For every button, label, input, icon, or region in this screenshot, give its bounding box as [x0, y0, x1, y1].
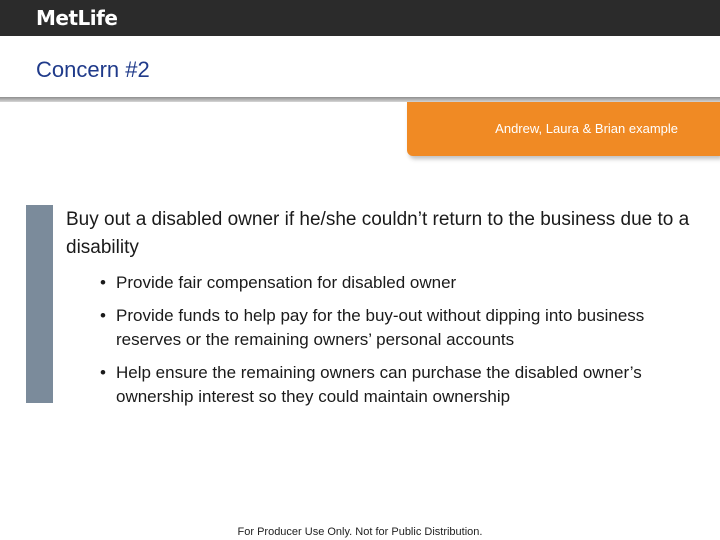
- list-item: [66, 361, 706, 409]
- bullet-text: Provide fair compensation for disabled owner: [116, 273, 457, 292]
- bullet-icon: •: [100, 273, 106, 292]
- bullet-icon: •: [100, 306, 106, 325]
- header-bar: [0, 0, 720, 36]
- main-point: Buy out a disabled owner if he/she couldn’t return to the business due to a disability: [66, 209, 690, 258]
- example-tab-label: Andrew, Laura & Brian example: [495, 121, 678, 136]
- list-item: [66, 271, 706, 295]
- bullet-list: [66, 271, 706, 409]
- example-tab: [407, 102, 720, 156]
- bullet-icon: •: [100, 363, 106, 382]
- bullet-text: Provide funds to help pay for the buy-out without dipping into business reserves or the remaining owners’ personal accounts: [116, 306, 645, 349]
- list-item: [66, 304, 706, 352]
- slide-content: [66, 206, 706, 418]
- accent-bar: [26, 205, 53, 403]
- bullet-text: Help ensure the remaining owners can purchase the disabled owner’s ownership interest so they could maintain ownership: [116, 363, 642, 406]
- metlife-logo: MetLife: [36, 6, 118, 30]
- slide-title: Concern #2: [36, 57, 150, 82]
- footer-disclaimer: For Producer Use Only. Not for Public Distribution.: [237, 526, 483, 538]
